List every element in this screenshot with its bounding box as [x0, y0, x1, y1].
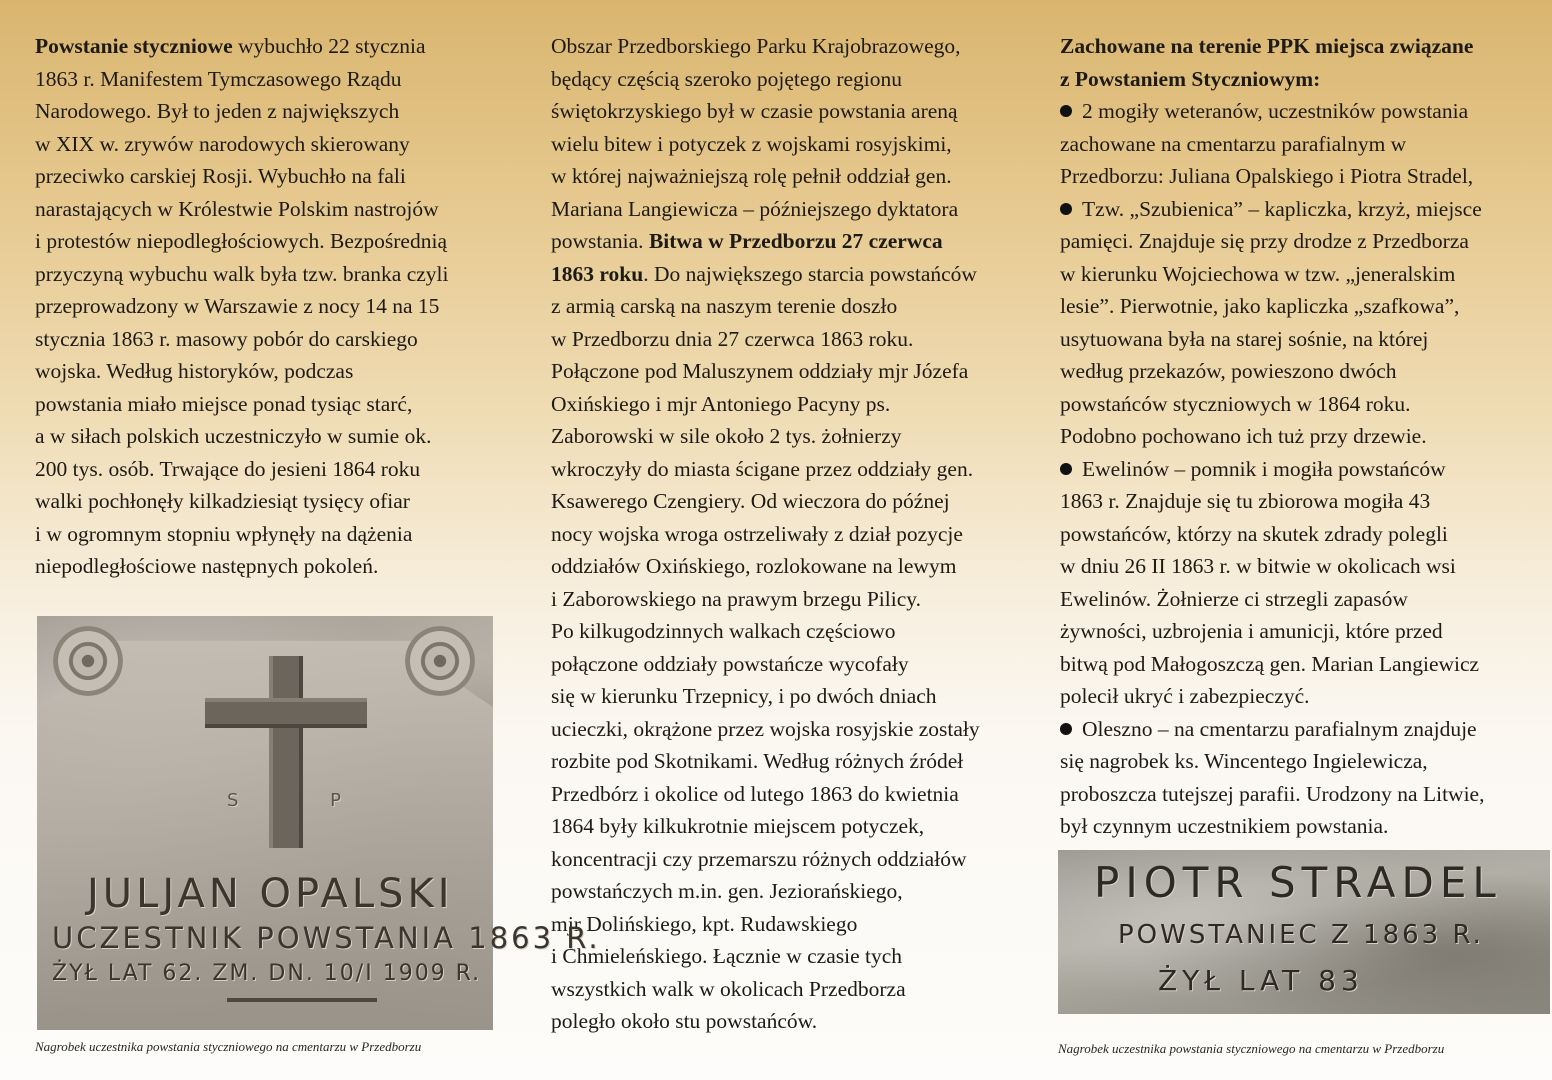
line-text: w Przedborzu dnia 27 czerwca 1863 roku. — [551, 326, 914, 351]
text-line — [551, 420, 1041, 453]
rosette-ornament-left — [53, 626, 123, 696]
text-line — [1060, 550, 1530, 583]
text-line — [1060, 485, 1530, 518]
line-text: Oleszno – na cmentarzu parafialnym znajduje — [1082, 716, 1477, 741]
line-text: powstańców styczniowych w 1864 roku. — [1060, 391, 1411, 416]
line-text: i Zaborowskiego na prawym brzegu Pilicy. — [551, 586, 921, 611]
bullet-icon — [1060, 463, 1072, 475]
text-line — [551, 453, 1041, 486]
line-text: Obszar Przedborskiego Parku Krajobrazowego, — [551, 34, 961, 58]
line-text: wojska. Według historyków, podczas — [35, 359, 354, 383]
text-line — [1060, 225, 1530, 258]
line-text: i w ogromnym stopniu wpłynęły na dążenia — [35, 521, 413, 546]
line-text: Mariana Langiewicza – późniejszego dyktatora — [551, 196, 959, 221]
line-text: 2 mogiły weteranów, uczestników powstania — [1082, 99, 1469, 123]
text-line — [551, 388, 1041, 421]
text-line — [35, 453, 520, 486]
text-line — [551, 940, 1041, 973]
bold-text: Zachowane na terenie PPK miejsca związane — [1060, 34, 1474, 58]
text-line — [35, 258, 520, 291]
line-text: wybuchło 22 stycznia — [232, 34, 426, 58]
line-text: i Chmieleńskiego. Łącznie w czasie tych — [551, 944, 903, 968]
text-line — [35, 420, 520, 453]
line-text: usytuowana była na starej sośnie, na której — [1060, 326, 1429, 351]
text-line — [1060, 258, 1530, 291]
line-text: wkroczyły do miasta ścigane przez oddziały gen. — [551, 456, 974, 481]
line-text: narastających w Królestwie Polskim nastrojów — [35, 196, 439, 221]
text-line — [551, 550, 1041, 583]
line-text: bitwą pod Małogoszczą gen. Marian Langiewicz — [1060, 651, 1480, 676]
text-line — [551, 485, 1041, 518]
text-line — [551, 290, 1041, 323]
line-text: Narodowego. Był to jeden z największych — [35, 99, 400, 123]
line-text: przyczyną wybuchu walk była tzw. branka czyli — [35, 261, 449, 286]
bullet-icon — [1060, 723, 1072, 735]
text-line — [551, 63, 1041, 96]
text-line — [1060, 63, 1530, 96]
text-line — [35, 290, 520, 323]
line-text: Przedbórz i okolice od lutego 1863 do kwietnia — [551, 781, 959, 806]
line-text: oddziałów Oxińskiego, rozlokowane na lewym — [551, 554, 957, 578]
text-line — [551, 128, 1041, 161]
engraving-role: POWSTANIEC Z 1863 R. — [1118, 920, 1484, 950]
engraving-role: UCZESTNIK POWSTANIA 1863 R. — [52, 921, 601, 955]
engraved-underline — [227, 998, 377, 1002]
text-line — [551, 745, 1041, 778]
line-text: z armią carską na naszym terenie doszło — [551, 294, 898, 318]
text-line — [35, 355, 520, 388]
line-text: koncentracji czy przemarszu różnych oddziałów — [551, 846, 967, 871]
text-line — [551, 615, 1041, 648]
line-text: nocy wojska wroga ostrzeliwały z dział pozycje — [551, 521, 963, 546]
line-text: przeciwko carskiej Rosji. Wybuchło na fali — [35, 164, 406, 188]
text-line — [1060, 128, 1530, 161]
text-line — [551, 30, 1041, 63]
text-line — [35, 63, 520, 96]
line-text: 1863 r. Manifestem Tymczasowego Rządu — [35, 66, 402, 91]
photo-caption-left: Nagrobek uczestnika powstania styczniowego na cmentarzu w Przedborzu — [35, 1039, 422, 1054]
text-line — [1060, 290, 1530, 323]
text-line — [1060, 160, 1530, 193]
line-text: powstania miało miejsce ponad tysiąc starć, — [35, 391, 413, 416]
text-line — [551, 713, 1041, 746]
text-line — [1060, 583, 1530, 616]
text-line — [551, 778, 1041, 811]
line-text: połączone oddziały powstańcze wycofały — [551, 651, 909, 676]
gravestone-photo-stradel — [1058, 850, 1550, 1014]
line-text: 1864 były kilkukrotnie miejscem potyczek, — [551, 814, 925, 838]
text-line — [1060, 745, 1530, 778]
text-line — [1060, 648, 1530, 681]
text-line — [35, 323, 520, 356]
line-text: pamięci. Znajduje się przy drodze z Przedborza — [1060, 229, 1469, 253]
line-text: się w kierunku Trzepnicy, i po dwóch dniach — [551, 684, 937, 708]
line-text: ucieczki, okrążone przez wojska rosyjskie zostały — [551, 716, 980, 741]
text-line — [35, 225, 520, 258]
text-line — [551, 160, 1041, 193]
bold-text: 1863 roku — [551, 261, 644, 286]
line-text: będący częścią szeroko pojętego regionu — [551, 66, 903, 91]
text-line — [551, 355, 1041, 388]
text-line — [35, 160, 520, 193]
engraving-sp: S P — [227, 790, 345, 811]
line-text: Zaborowski w sile około 2 tys. żołnierzy — [551, 424, 902, 448]
line-text: Po kilkugodzinnych walkach częściowo — [551, 619, 896, 643]
text-line — [551, 95, 1041, 128]
line-text: w XIX w. zrywów narodowych skierowany — [35, 131, 410, 156]
cross-arm — [205, 698, 367, 728]
text-line — [551, 648, 1041, 681]
bullet-icon — [1060, 105, 1072, 117]
line-text: wszystkich walk w okolicach Przedborza — [551, 976, 906, 1001]
text-line — [1060, 355, 1530, 388]
line-text: świętokrzyskiego był w czasie powstania areną — [551, 99, 958, 123]
bold-text: Bitwa w Przedborzu 27 czerwca — [648, 229, 943, 253]
line-text: 200 tys. osób. Trwające do jesieni 1864 roku — [35, 456, 421, 481]
cross-icon — [269, 656, 303, 848]
text-line — [1060, 30, 1530, 63]
line-text: powstańców, którzy na skutek zdrady polegli — [1060, 521, 1448, 546]
engraving-name: PIOTR STRADEL — [1094, 858, 1502, 907]
line-text: Ksawerego Czengiery. Od wieczora do późnej — [551, 489, 950, 513]
text-line — [35, 518, 520, 551]
photo-caption-right: Nagrobek uczestnika powstania styczniowego na cmentarzu w Przedborzu — [1058, 1041, 1445, 1056]
bold-text: Powstanie styczniowe — [35, 34, 233, 58]
text-line — [1060, 193, 1530, 226]
text-line — [551, 193, 1041, 226]
line-text: w której najważniejszą rolę pełnił oddział gen. — [551, 164, 952, 188]
line-text: Ewelinów. Żołnierze ci strzegli zapasów — [1060, 586, 1408, 611]
text-line — [551, 258, 1041, 291]
gravestone-photo-opalski — [37, 616, 601, 1030]
line-text: proboszcza tutejszej parafii. Urodzony na Litwie, — [1060, 781, 1485, 806]
line-text: wielu bitew i potyczek z wojskami rosyjskimi, — [551, 131, 952, 156]
text-line — [551, 680, 1041, 713]
text-line — [551, 810, 1041, 843]
rosette-ornament-right — [405, 626, 475, 696]
engraving-age: ŻYŁ LAT 83 — [1158, 964, 1364, 997]
text-line — [35, 30, 520, 63]
engraving-name: JULJAN OPALSKI — [87, 871, 454, 917]
text-line — [35, 95, 520, 128]
text-line — [35, 193, 520, 226]
text-line — [551, 973, 1041, 1006]
line-text: się nagrobek ks. Wincentego Ingielewicza, — [1060, 749, 1428, 773]
line-text: Tzw. „Szubienica” – kapliczka, krzyż, miejsce — [1082, 196, 1482, 221]
line-text: Połączone pod Maluszynem oddziały mjr Józefa — [551, 359, 969, 383]
battle-column — [551, 30, 1041, 1038]
text-line — [1060, 518, 1530, 551]
line-text: zachowane na cmentarzu parafialnym w — [1060, 131, 1407, 156]
line-text: polecił ukryć i zabezpieczyć. — [1060, 684, 1310, 708]
text-line — [1060, 420, 1530, 453]
line-text: według przekazów, powieszono dwóch — [1060, 359, 1397, 383]
text-line — [551, 518, 1041, 551]
bullet-icon — [1060, 203, 1072, 215]
text-line — [1060, 680, 1530, 713]
line-text: przeprowadzony w Warszawie z nocy 14 na 15 — [35, 294, 440, 318]
line-text: Podobno pochowano ich tuż przy drzewie. — [1060, 424, 1427, 448]
line-text: w dniu 26 II 1863 r. w bitwie w okolicach wsi — [1060, 554, 1456, 578]
text-line — [1060, 778, 1530, 811]
bold-text: z Powstaniem Styczniowym: — [1060, 66, 1321, 91]
line-text: żywności, uzbrojenia i amunicji, które przed — [1060, 619, 1443, 643]
text-line — [551, 875, 1041, 908]
line-text: mjr Dolińskiego, kpt. Rudawskiego — [551, 911, 858, 936]
text-line — [1060, 95, 1530, 128]
text-line — [551, 583, 1041, 616]
line-text: rozbite pod Skotnikami. Według różnych źródeł — [551, 749, 964, 773]
text-line — [1060, 453, 1530, 486]
line-text: był czynnym uczestnikiem powstania. — [1060, 814, 1389, 838]
text-line — [35, 485, 520, 518]
line-text: niepodległościowe następnych pokoleń. — [35, 554, 379, 578]
line-text: . Do największego starcia powstańców — [643, 261, 977, 286]
line-text: powstańczych m.in. gen. Jeziorańskiego, — [551, 879, 903, 903]
line-text: walki pochłonęły kilkadziesiąt tysięcy ofiar — [35, 489, 410, 513]
text-line — [551, 843, 1041, 876]
text-line — [35, 388, 520, 421]
line-text: i protestów niepodległościowych. Bezpośrednią — [35, 229, 447, 253]
line-text: stycznia 1863 r. masowy pobór do carskiego — [35, 326, 418, 351]
text-line — [1060, 388, 1530, 421]
intro-column — [35, 30, 520, 583]
text-line — [1060, 615, 1530, 648]
line-text: Ewelinów – pomnik i mogiła powstańców — [1082, 456, 1446, 481]
engraving-dates: ŻYŁ LAT 62. ZM. DN. 10/I 1909 R. — [52, 961, 482, 986]
line-text: powstania. — [551, 229, 649, 253]
line-text: Przedborzu: Juliana Opalskiego i Piotra Stradel, — [1060, 164, 1474, 188]
text-line — [551, 225, 1041, 258]
sites-column — [1060, 30, 1530, 843]
line-text: w kierunku Wojciechowa w tzw. „jeneralskim — [1060, 261, 1456, 286]
line-text: lesie”. Pierwotnie, jako kapliczka „szafkowa”, — [1060, 294, 1460, 318]
text-line — [551, 323, 1041, 356]
text-line — [35, 550, 520, 583]
text-line — [551, 1005, 1041, 1038]
line-text: Oxińskiego i mjr Antoniego Pacyny ps. — [551, 391, 891, 416]
text-line — [1060, 323, 1530, 356]
line-text: 1863 r. Znajduje się tu zbiorowa mogiła 43 — [1060, 489, 1431, 513]
line-text: a w siłach polskich uczestniczyło w sumie ok. — [35, 424, 432, 448]
text-line — [1060, 713, 1530, 746]
text-line — [551, 908, 1041, 941]
text-line — [1060, 810, 1530, 843]
text-line — [35, 128, 520, 161]
line-text: poległo około stu powstańców. — [551, 1009, 818, 1033]
